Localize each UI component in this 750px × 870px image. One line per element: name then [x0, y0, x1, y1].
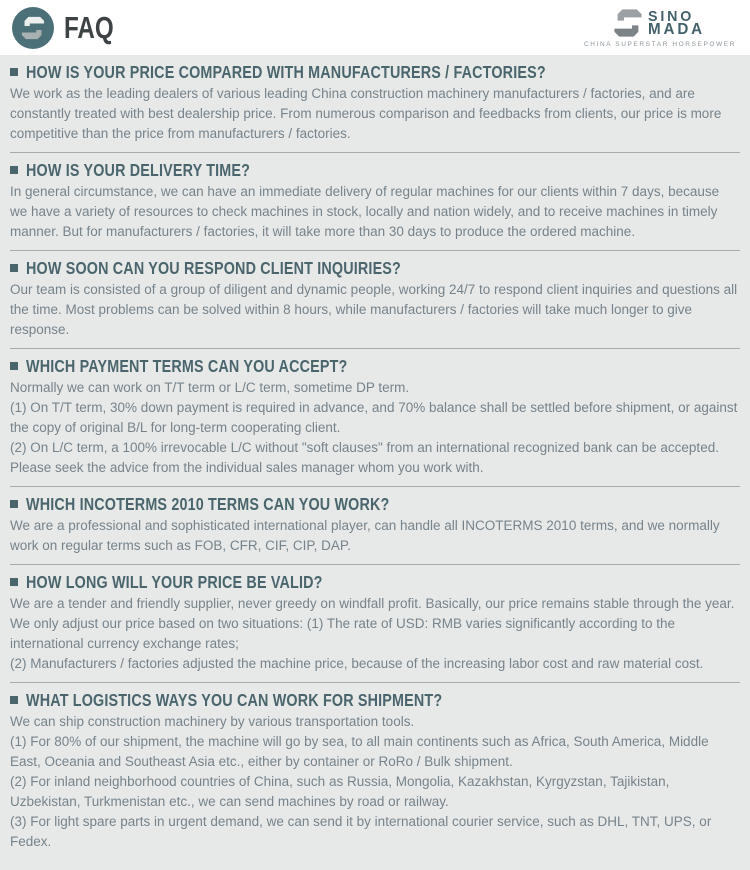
- faq-question-row: [10, 160, 740, 180]
- square-bullet-icon: [10, 500, 18, 508]
- faq-paragraph: Normally we can work on T/T term or L/C term, sometime DP term.: [10, 380, 410, 395]
- faq-question-row: [10, 494, 740, 514]
- faq-answer: [10, 516, 740, 556]
- square-bullet-icon: [10, 264, 18, 272]
- faq-paragraph: (1) For 80% of our shipment, the machine will go by sea, to all main continents such as Africa, South America, Middle East, Oceania and Southeast Asia etc., either by container or RoRo / Bulk shipment.: [10, 734, 709, 769]
- faq-section: [10, 565, 740, 683]
- page-header: [0, 0, 750, 55]
- faq-paragraph: We are a professional and sophisticated international player, can handle all INCOTERMS 2010 terms, and we normally work on regular terms such as FOB, CFR, CIF, CIP, DAP.: [10, 518, 720, 553]
- page-title: FAQ: [64, 9, 114, 45]
- company-logo-icon: [12, 7, 54, 49]
- faq-question: WHICH INCOTERMS 2010 TERMS CAN YOU WORK?: [26, 494, 390, 514]
- faq-question: HOW LONG WILL YOUR PRICE BE VALID?: [26, 572, 323, 592]
- faq-paragraph: (2) For inland neighborhood countries of China, such as Russia, Mongolia, Kazakhstan, Kyrgyzstan, Tajikistan, Uzbekistan, Turkmenistan etc., we can send machines by road or railway.: [10, 774, 670, 809]
- faq-question-row: [10, 572, 740, 592]
- faq-paragraph: (2) Manufacturers / factories adjusted the machine price, because of the increasing labor cost and raw material cost.: [10, 656, 704, 671]
- faq-section: [10, 683, 740, 860]
- faq-paragraph: (2) On L/C term, a 100% irrevocable L/C without "soft clauses" from an international recognized bank can be accepted. Please seek the advice from the individual sales manager whom you work with.: [10, 440, 719, 475]
- faq-answer: [10, 280, 740, 340]
- brand-name: [648, 10, 708, 36]
- brand-s-glyph-icon: [612, 7, 644, 39]
- brand-name-line2: MADA: [648, 21, 705, 38]
- faq-question-row: [10, 62, 740, 82]
- faq-answer: [10, 712, 740, 852]
- faq-header-left: [12, 7, 128, 49]
- faq-answer: [10, 84, 740, 144]
- faq-question-row: [10, 356, 740, 376]
- square-bullet-icon: [10, 578, 18, 586]
- sinomada-brand-logo: [584, 7, 740, 48]
- faq-question-row: [10, 690, 740, 710]
- faq-paragraph: We are a tender and friendly supplier, never greedy on windfall profit. Basically, our price remains stable through the year. We only adjust our price based on two situations: (1) The rate of USD: RMB varies significantly according to the international currency exchange rates;: [10, 596, 735, 651]
- faq-paragraph: (1) On T/T term, 30% down payment is required in advance, and 70% balance shall be settled before shipment, or against the copy of original B/L for long-term cooperating client.: [10, 400, 738, 435]
- faq-question-row: [10, 258, 740, 278]
- faq-answer: [10, 378, 740, 478]
- faq-question: WHAT LOGISTICS WAYS YOU CAN WORK FOR SHIPMENT?: [26, 690, 443, 710]
- faq-section: [10, 487, 740, 565]
- faq-question: WHICH PAYMENT TERMS CAN YOU ACCEPT?: [26, 356, 348, 376]
- faq-question: HOW IS YOUR PRICE COMPARED WITH MANUFACTURERS / FACTORIES?: [26, 62, 546, 82]
- faq-paragraph: We work as the leading dealers of various leading China construction machinery manufacturers / factories, and are constantly treated with best dealership price. From numerous comparison and feedbacks from clients, our price is more competitive than the price from manufacturers / factories.: [10, 86, 722, 141]
- faq-paragraph: In general circumstance, we can have an immediate delivery of regular machines for our clients within 7 days, because we have a variety of resources to check machines in stock, locally and nation widely, and to receive machines in timely manner. But for manufacturers / factories, it will take more than 30 days to produce the ordered machine.: [10, 184, 720, 239]
- faq-section: [10, 251, 740, 349]
- square-bullet-icon: [10, 68, 18, 76]
- brand-logo-row: [612, 7, 708, 39]
- faq-section: [10, 153, 740, 251]
- faq-question: HOW IS YOUR DELIVERY TIME?: [26, 160, 251, 180]
- faq-paragraph: (3) For light spare parts in urgent demand, we can send it by international courier service, such as DHL, TNT, UPS, or Fedex.: [10, 814, 712, 849]
- faq-question: HOW SOON CAN YOU RESPOND CLIENT INQUIRIES?: [26, 258, 401, 278]
- brand-name-line1: SINO: [648, 8, 695, 25]
- faq-paragraph: We can ship construction machinery by various transportation tools.: [10, 714, 415, 729]
- faq-section: [10, 349, 740, 487]
- faq-list: [0, 55, 750, 870]
- faq-section: [10, 55, 740, 153]
- faq-paragraph: Our team is consisted of a group of diligent and dynamic people, working 24/7 to respond client inquiries and questions all the time. Most problems can be solved within 8 hours, while manufacturers / factories will take much longer to give response.: [10, 282, 738, 337]
- square-bullet-icon: [10, 696, 18, 704]
- square-bullet-icon: [10, 362, 18, 370]
- faq-answer: [10, 594, 740, 674]
- brand-tagline: CHINA SUPERSTAR HORSEPOWER: [584, 41, 736, 48]
- faq-answer: [10, 182, 740, 242]
- square-bullet-icon: [10, 166, 18, 174]
